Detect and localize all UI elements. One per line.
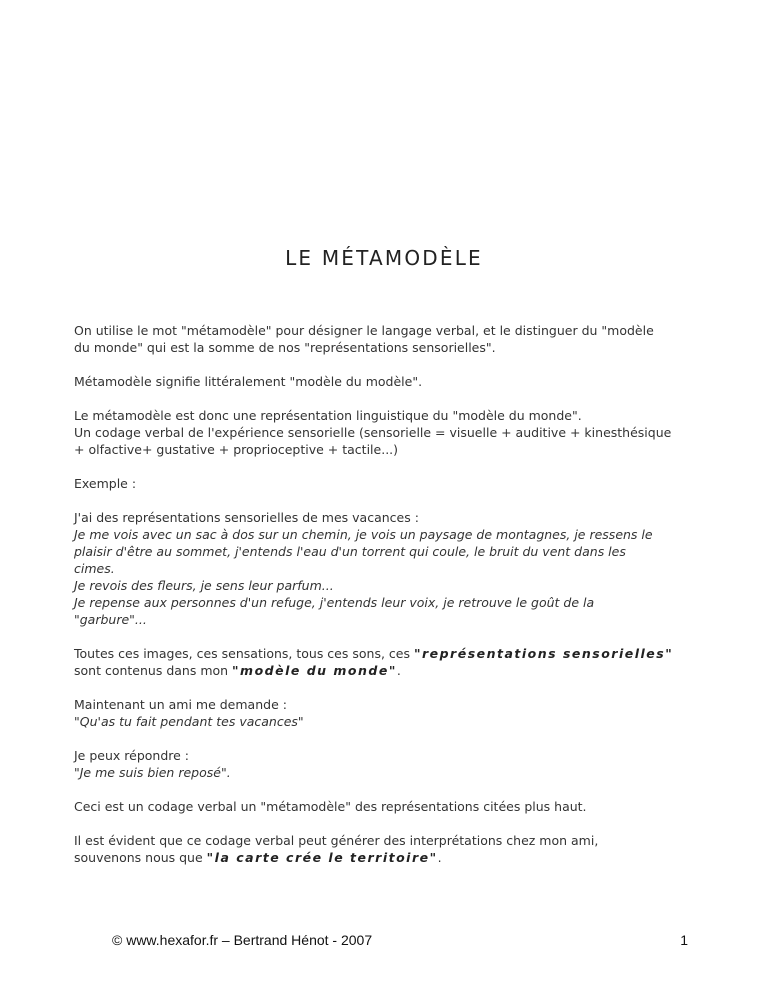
paragraph-3 xyxy=(74,407,704,458)
page-number: 1 xyxy=(680,932,688,948)
paragraph-10 xyxy=(74,832,704,866)
paragraph-text: . xyxy=(396,663,401,678)
emphasis-text: "modèle du monde" xyxy=(232,663,397,678)
paragraph-line: Il est évident que ce codage verbal peut générer des interprétations chez mon ami, xyxy=(74,833,599,848)
paragraph-line: On utilise le mot "métamodèle" pour désigner le langage verbal, et le distinguer du "modèle xyxy=(74,323,654,338)
paragraph-line: + olfactive+ gustative + proprioceptive + tactile...) xyxy=(74,442,399,457)
paragraph-5 xyxy=(74,509,704,628)
paragraph-6 xyxy=(74,645,704,679)
paragraph-line: Je peux répondre : xyxy=(74,748,190,763)
italic-line: cimes. xyxy=(74,561,115,576)
paragraph-7 xyxy=(74,696,704,730)
paragraph-text: Toutes ces images, ces sensations, tous ces sons, ces xyxy=(74,646,414,661)
paragraph-2: Métamodèle signifie littéralement "modèle du modèle". xyxy=(74,374,423,389)
paragraph-line xyxy=(74,849,704,866)
paragraph-line xyxy=(74,662,704,679)
paragraph-text: sont contenus dans mon xyxy=(74,663,233,678)
page-footer xyxy=(112,932,688,950)
paragraph-line xyxy=(74,645,704,662)
paragraph-line: J'ai des représentations sensorielles de mes vacances : xyxy=(74,510,419,525)
italic-line: Je me vois avec un sac à dos sur un chemin, je vois un paysage de montagnes, je ressens le xyxy=(74,527,653,542)
paragraph-line: du monde" qui est la somme de nos "représentations sensorielles". xyxy=(74,340,496,355)
paragraph-line: Un codage verbal de l'expérience sensorielle (sensorielle = visuelle + auditive + kinesthésique xyxy=(74,425,672,440)
paragraph-4: Exemple : xyxy=(74,476,137,491)
italic-line: "Qu'as tu fait pendant tes vacances" xyxy=(74,714,304,729)
footer-copyright: © www.hexafor.fr – Bertrand Hénot - 2007 xyxy=(112,932,373,948)
italic-line: "garbure"... xyxy=(74,612,147,627)
paragraph-text: . xyxy=(437,850,442,865)
italic-line: "Je me suis bien reposé". xyxy=(74,765,231,780)
paragraph-8 xyxy=(74,747,704,781)
paragraph-1 xyxy=(74,322,704,356)
page-title: LE MÉTAMODÈLE xyxy=(285,246,483,270)
italic-line: Je revois des fleurs, je sens leur parfum... xyxy=(74,578,334,593)
paragraph-line: Le métamodèle est donc une représentation linguistique du "modèle du monde". xyxy=(74,408,582,423)
italic-line: plaisir d'être au sommet, j'entends l'eau d'un torrent qui coule, le bruit du vent dans les xyxy=(74,544,626,559)
paragraph-text: souvenons nous que xyxy=(74,850,207,865)
paragraph-9: Ceci est un codage verbal un "métamodèle" des représentations citées plus haut. xyxy=(74,799,587,814)
emphasis-text: "la carte crée le territoire" xyxy=(206,850,438,865)
emphasis-text: "représentations sensorielles" xyxy=(413,646,674,661)
document-body xyxy=(74,322,704,883)
italic-line: Je repense aux personnes d'un refuge, j'entends leur voix, je retrouve le goût de la xyxy=(74,595,595,610)
paragraph-line: Maintenant un ami me demande : xyxy=(74,697,287,712)
